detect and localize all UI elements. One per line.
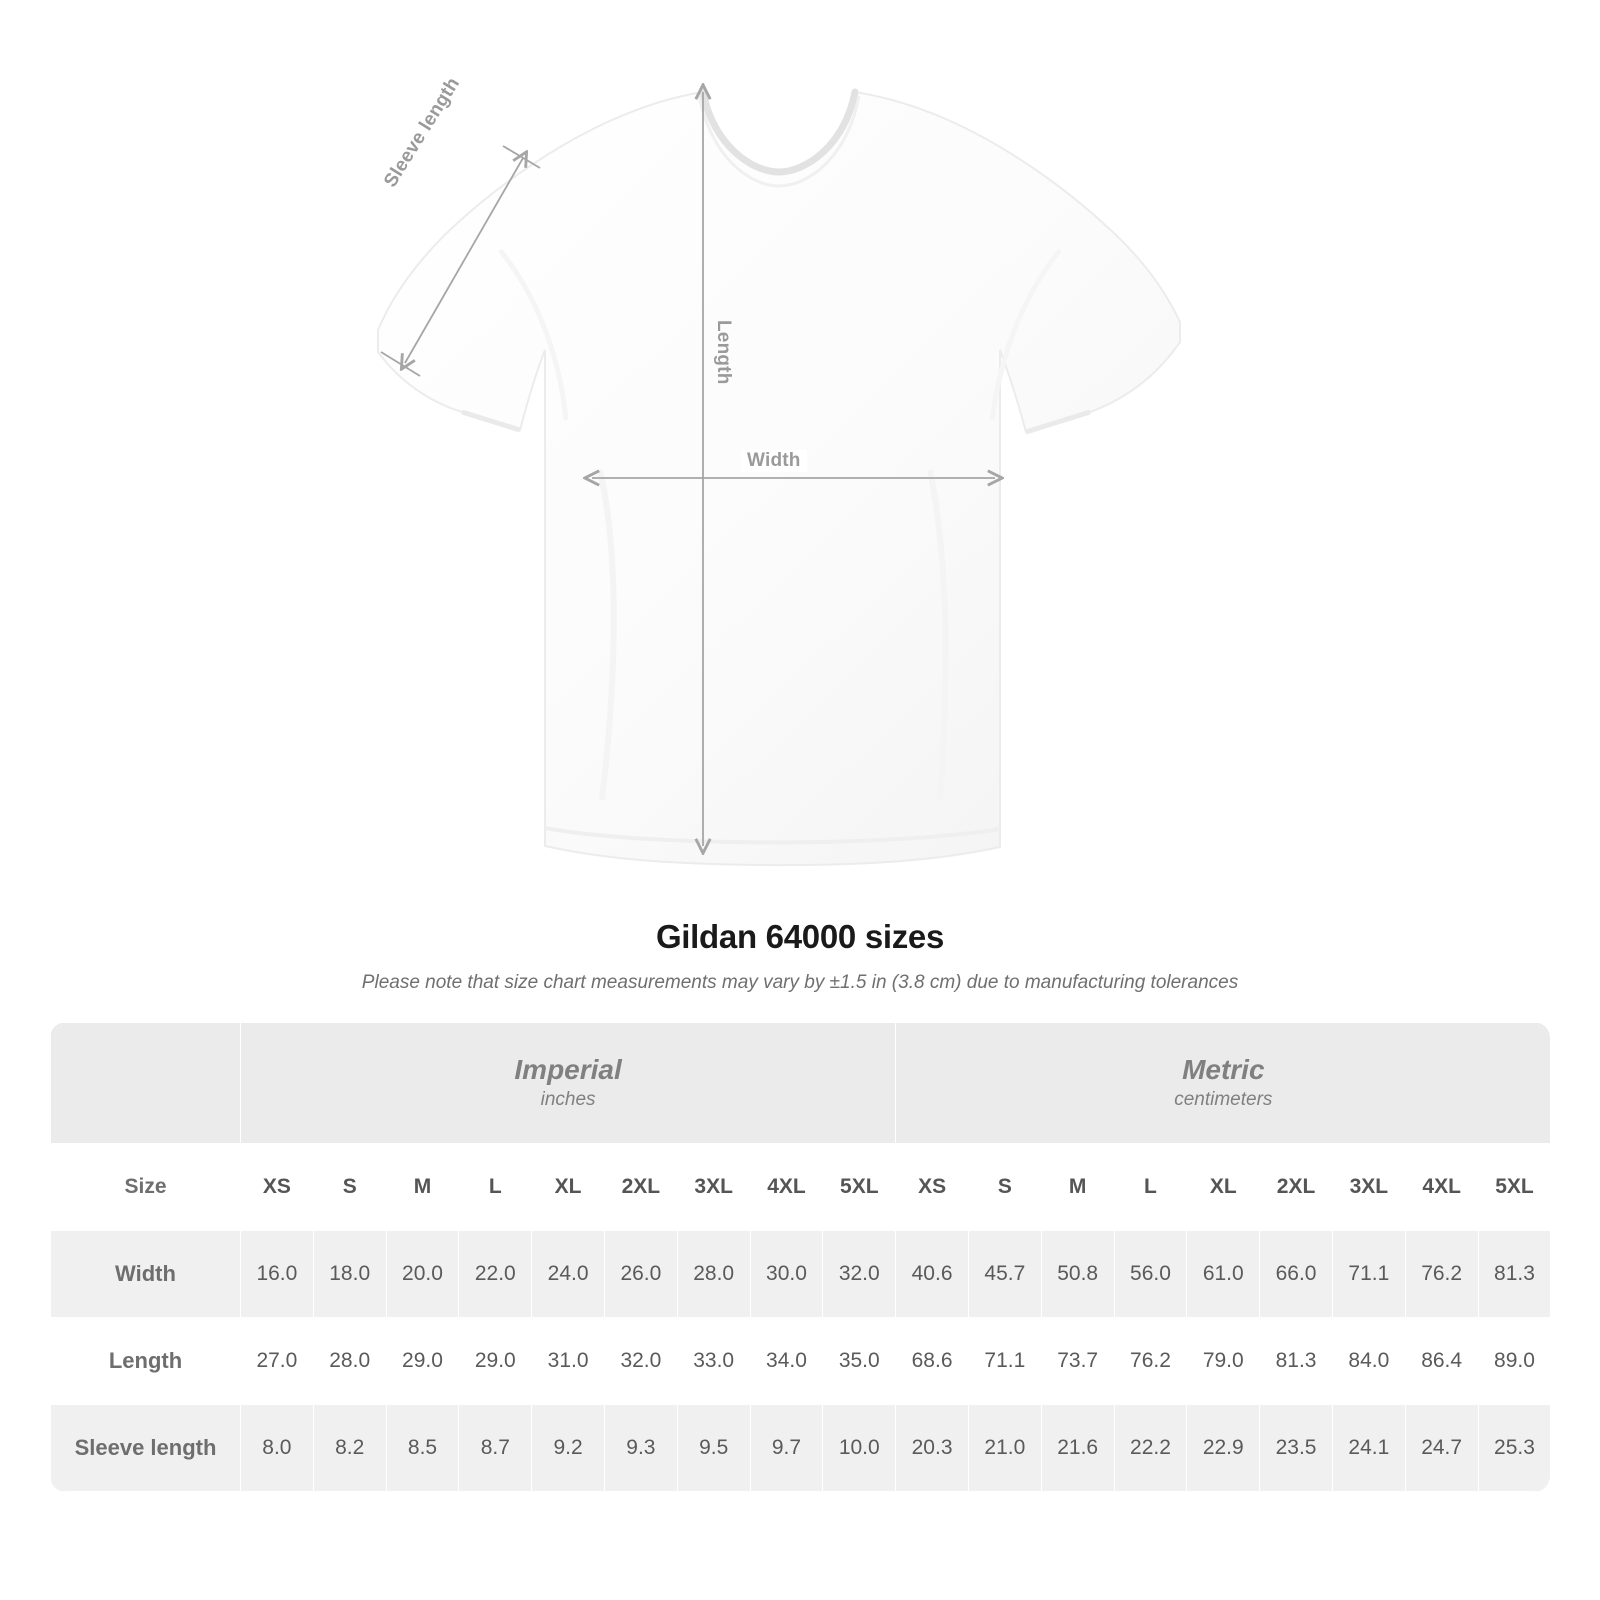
unit-name-metric: Metric	[1182, 1054, 1265, 1086]
cell-value: 73.7	[1041, 1318, 1114, 1405]
cell-value: 24.1	[1332, 1405, 1405, 1492]
cell-value: 8.0	[241, 1405, 314, 1492]
cell-value: 25.3	[1478, 1405, 1550, 1492]
row-label-width: Width	[51, 1231, 241, 1318]
size-header-cell: 3XL	[677, 1144, 750, 1231]
cell-value: 18.0	[313, 1231, 386, 1318]
size-table	[50, 1022, 1550, 1492]
tolerance-note: Please note that size chart measurements may vary by ±1.5 in (3.8 cm) due to manufacturing tolerances	[361, 972, 1239, 993]
page-title: Gildan 64000 sizes	[655, 918, 945, 955]
size-header-cell: S	[968, 1144, 1041, 1231]
cell-value: 31.0	[532, 1318, 605, 1405]
unit-header-metric	[896, 1023, 1550, 1144]
cell-value: 8.7	[459, 1405, 532, 1492]
cell-value: 35.0	[823, 1318, 896, 1405]
size-header-cell: 3XL	[1332, 1144, 1405, 1231]
cell-value: 33.0	[677, 1318, 750, 1405]
size-header-cell: 4XL	[1405, 1144, 1478, 1231]
size-header-cell: 5XL	[823, 1144, 896, 1231]
cell-value: 86.4	[1405, 1318, 1478, 1405]
title-block	[0, 918, 1600, 994]
cell-value: 22.0	[459, 1231, 532, 1318]
unit-name-imperial: Imperial	[514, 1054, 622, 1086]
table-corner-cell	[51, 1023, 241, 1144]
cell-value: 84.0	[1332, 1318, 1405, 1405]
size-header-cell: M	[1041, 1144, 1114, 1231]
row-label-length: Length	[51, 1318, 241, 1405]
cell-value: 20.0	[386, 1231, 459, 1318]
cell-value: 32.0	[823, 1231, 896, 1318]
cell-value: 9.3	[604, 1405, 677, 1492]
cell-value: 29.0	[386, 1318, 459, 1405]
row-label-sleeve-length: Sleeve length	[51, 1405, 241, 1492]
cell-value: 76.2	[1405, 1231, 1478, 1318]
cell-value: 32.0	[604, 1318, 677, 1405]
size-header-cell: XL	[532, 1144, 605, 1231]
cell-value: 29.0	[459, 1318, 532, 1405]
table-row	[51, 1405, 1551, 1492]
sleeve-length-label: Sleeve length	[380, 73, 465, 192]
cell-value: 45.7	[968, 1231, 1041, 1318]
size-header-cell: 4XL	[750, 1144, 823, 1231]
length-label: Length	[713, 320, 734, 385]
cell-value: 89.0	[1478, 1318, 1550, 1405]
cell-value: 26.0	[604, 1231, 677, 1318]
size-header-cell: S	[313, 1144, 386, 1231]
cell-value: 68.6	[896, 1318, 969, 1405]
size-header-cell: M	[386, 1144, 459, 1231]
cell-value: 79.0	[1187, 1318, 1260, 1405]
table-row	[51, 1231, 1551, 1318]
cell-value: 34.0	[750, 1318, 823, 1405]
cell-value: 9.2	[532, 1405, 605, 1492]
unit-header-imperial	[241, 1023, 896, 1144]
cell-value: 71.1	[1332, 1231, 1405, 1318]
cell-value: 23.5	[1260, 1405, 1333, 1492]
cell-value: 71.1	[968, 1318, 1041, 1405]
size-header-cell: XS	[896, 1144, 969, 1231]
size-header-cell: XL	[1187, 1144, 1260, 1231]
unit-sub-metric: centimeters	[1174, 1089, 1273, 1111]
cell-value: 24.7	[1405, 1405, 1478, 1492]
cell-value: 24.0	[532, 1231, 605, 1318]
cell-value: 27.0	[241, 1318, 314, 1405]
size-header-label: Size	[51, 1144, 241, 1231]
size-table-wrapper	[50, 1022, 1550, 1492]
size-header-cell: 2XL	[604, 1144, 677, 1231]
size-header-cell: L	[1114, 1144, 1187, 1231]
table-row	[51, 1318, 1551, 1405]
cell-value: 28.0	[313, 1318, 386, 1405]
cell-value: 22.2	[1114, 1405, 1187, 1492]
cell-value: 20.3	[896, 1405, 969, 1492]
cell-value: 21.0	[968, 1405, 1041, 1492]
unit-header-row	[51, 1023, 1551, 1144]
cell-value: 76.2	[1114, 1318, 1187, 1405]
width-label: Width	[741, 450, 807, 472]
cell-value: 9.7	[750, 1405, 823, 1492]
cell-value: 9.5	[677, 1405, 750, 1492]
cell-value: 81.3	[1260, 1318, 1333, 1405]
cell-value: 66.0	[1260, 1231, 1333, 1318]
cell-value: 16.0	[241, 1231, 314, 1318]
cell-value: 50.8	[1041, 1231, 1114, 1318]
size-header-cell: L	[459, 1144, 532, 1231]
size-header-cell: 2XL	[1260, 1144, 1333, 1231]
cell-value: 81.3	[1478, 1231, 1550, 1318]
unit-sub-imperial: inches	[540, 1089, 596, 1111]
size-header-cell: 5XL	[1478, 1144, 1550, 1231]
cell-value: 10.0	[823, 1405, 896, 1492]
cell-value: 21.6	[1041, 1405, 1114, 1492]
cell-value: 56.0	[1114, 1231, 1187, 1318]
size-header-row	[51, 1144, 1551, 1231]
cell-value: 8.2	[313, 1405, 386, 1492]
cell-value: 40.6	[896, 1231, 969, 1318]
cell-value: 8.5	[386, 1405, 459, 1492]
size-header-cell: XS	[241, 1144, 314, 1231]
cell-value: 30.0	[750, 1231, 823, 1318]
cell-value: 28.0	[677, 1231, 750, 1318]
cell-value: 22.9	[1187, 1405, 1260, 1492]
cell-value: 61.0	[1187, 1231, 1260, 1318]
